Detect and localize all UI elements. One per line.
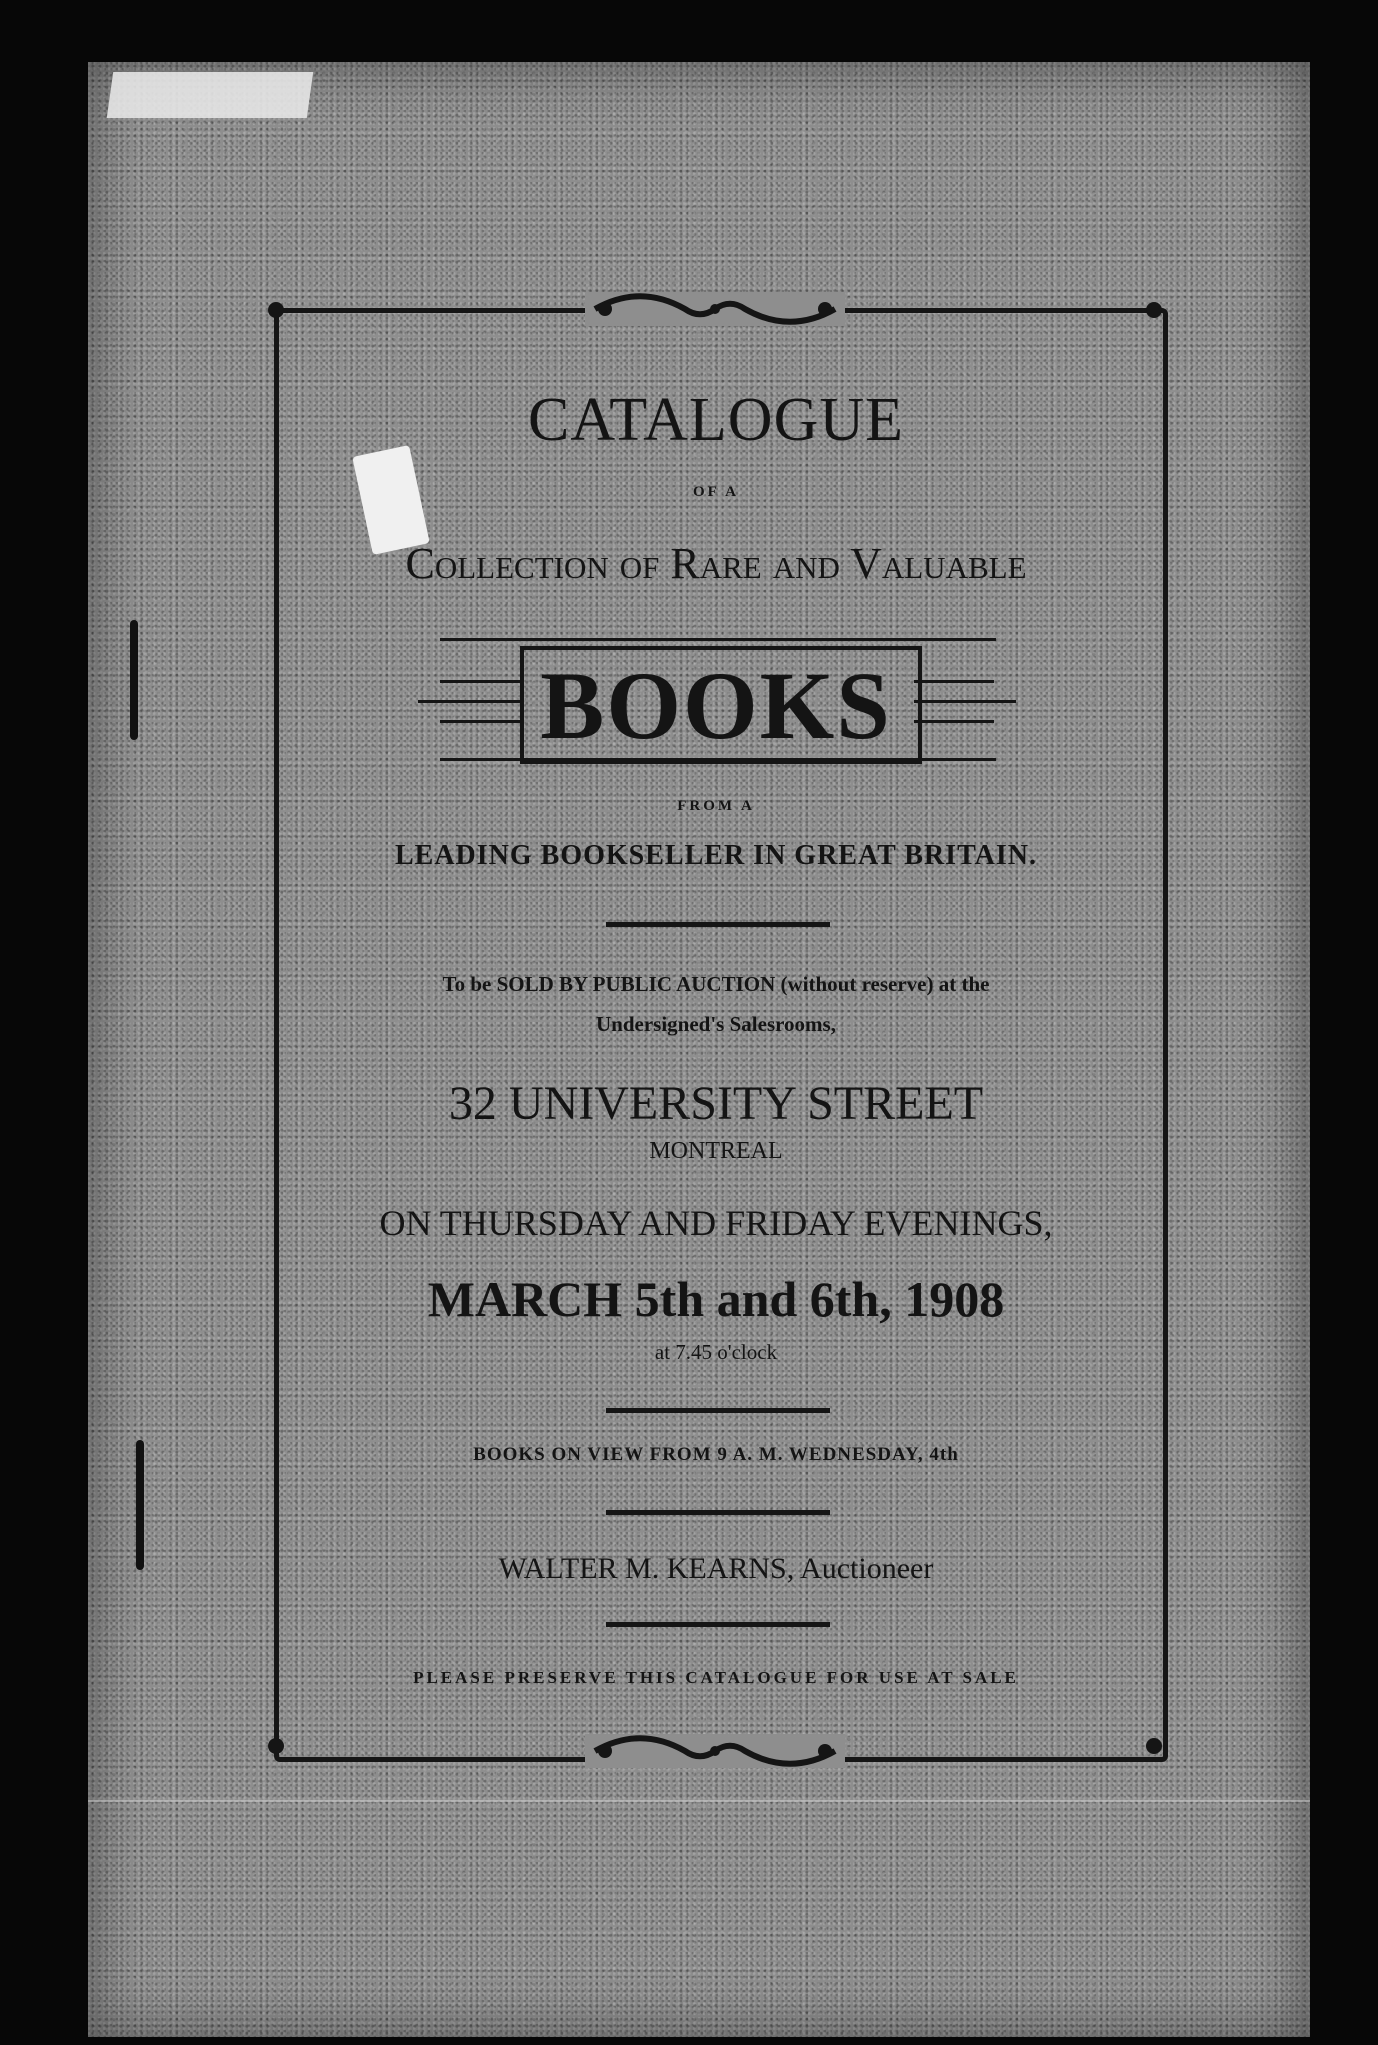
staple-bottom: [136, 1440, 144, 1570]
of-a-text: OF A: [692, 484, 740, 500]
evenings-line: ON THURSDAY AND FRIDAY EVENINGS,: [379, 1203, 1053, 1243]
salesrooms-line: Undersigned's Salesrooms,: [596, 1012, 836, 1036]
divider: [606, 1510, 830, 1515]
divider: [606, 922, 830, 927]
corner-ornament: [1146, 1738, 1162, 1754]
city-name: MONTREAL: [649, 1138, 783, 1164]
from-a-text: FROM A: [677, 798, 755, 814]
divider: [606, 1408, 830, 1413]
bottom-scroll-ornament: [585, 1734, 845, 1768]
staple-top: [130, 620, 138, 740]
sale-time: at 7.45 o'clock: [654, 1340, 778, 1364]
sale-date: MARCH 5th and 6th, 1908: [427, 1271, 1005, 1327]
fold-line: [88, 1800, 1310, 1802]
corner-ornament: [268, 1738, 284, 1754]
books-heading: BOOKS: [540, 652, 892, 759]
street-address: 32 UNIVERSITY STREET: [448, 1077, 984, 1130]
corner-ornament: [268, 302, 284, 318]
top-scroll-ornament: [585, 292, 845, 326]
tape-strip: [107, 72, 313, 118]
auctioneer-line: WALTER M. KEARNS, Auctioneer: [498, 1552, 934, 1585]
divider: [606, 1622, 830, 1627]
collection-subtitle: Collection of Rare and Valuable: [405, 539, 1027, 588]
preserve-notice: PLEASE PRESERVE THIS CATALOGUE FOR USE AT SALE: [413, 1668, 1019, 1687]
bookseller-line: LEADING BOOKSELLER IN GREAT BRITAIN.: [394, 840, 1038, 871]
corner-ornament: [1146, 302, 1162, 318]
books-rule: [440, 638, 996, 641]
catalogue-title: CATALOGUE: [527, 386, 904, 454]
auction-notice: To be SOLD BY PUBLIC AUCTION (without reserve) at the: [442, 972, 990, 996]
viewing-notice: BOOKS ON VIEW FROM 9 A. M. WEDNESDAY, 4th: [473, 1444, 959, 1465]
